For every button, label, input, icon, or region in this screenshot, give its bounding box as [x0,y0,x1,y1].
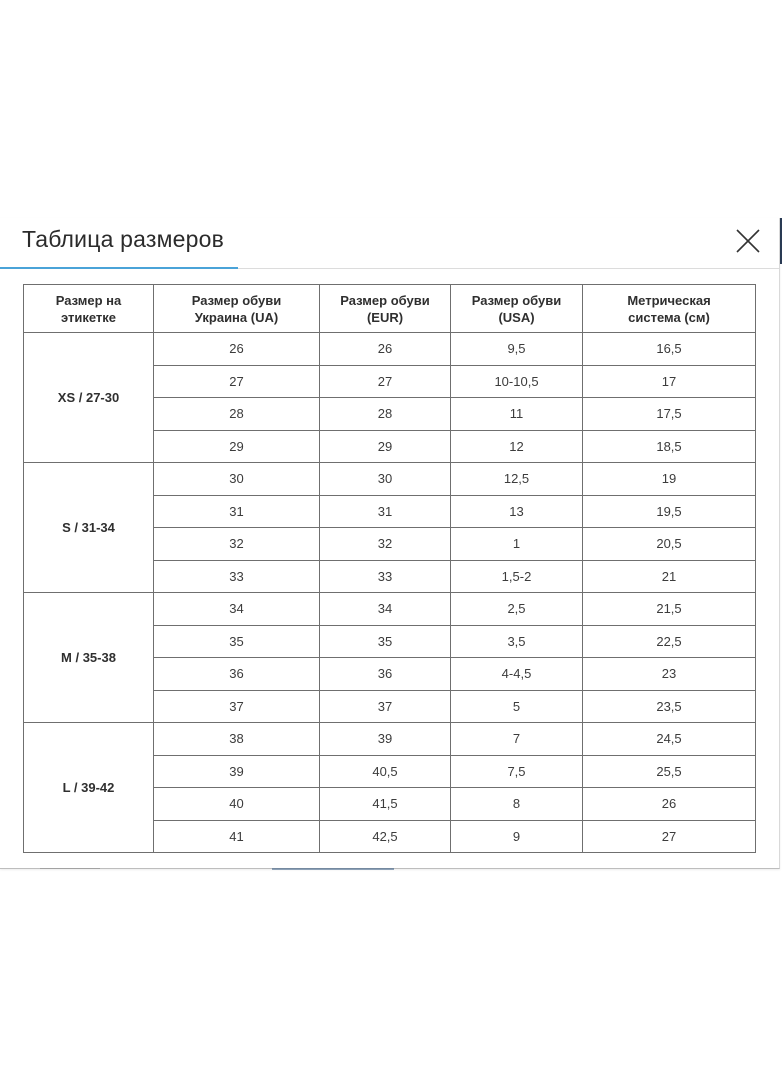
table-cell: 29 [320,430,451,463]
table-cell: 4-4,5 [451,658,583,691]
table-row [24,333,756,366]
table-cell: 26 [583,788,756,821]
table-cell: 32 [320,528,451,561]
table-cell: 12,5 [451,463,583,496]
column-header [583,285,756,333]
table-cell: 2,5 [451,593,583,626]
size-label-cell: XS / 27-30 [24,333,154,463]
table-cell: 13 [451,495,583,528]
table-cell: 37 [154,690,320,723]
header-row [24,285,756,333]
table-cell: 26 [320,333,451,366]
table-cell: 19 [583,463,756,496]
column-header [451,285,583,333]
table-cell: 29 [154,430,320,463]
table-cell: 33 [154,560,320,593]
table-cell: 40,5 [320,755,451,788]
table-cell: 7,5 [451,755,583,788]
column-header-line: этикетке [60,309,117,325]
size-table-body [24,333,756,853]
table-cell: 5 [451,690,583,723]
table-cell: 35 [320,625,451,658]
table-cell: 11 [451,398,583,431]
table-cell: 23 [583,658,756,691]
column-header-line: Размер обуви [340,292,430,308]
table-cell: 31 [320,495,451,528]
table-cell: 9 [451,820,583,853]
close-icon [734,227,762,255]
modal-title: Таблица размеров [22,226,225,252]
table-cell: 42,5 [320,820,451,853]
table-cell: 26 [154,333,320,366]
table-cell: 19,5 [583,495,756,528]
column-header-line: (USA) [498,309,535,325]
table-cell: 31 [154,495,320,528]
table-cell: 25,5 [583,755,756,788]
column-header-line: Украина (UA) [194,309,279,325]
table-cell: 21,5 [583,593,756,626]
table-cell: 28 [320,398,451,431]
table-cell: 30 [320,463,451,496]
table-cell: 41 [154,820,320,853]
table-cell: 28 [154,398,320,431]
table-cell: 36 [154,658,320,691]
table-cell: 17,5 [583,398,756,431]
size-label-cell: L / 39-42 [24,723,154,853]
active-tab-underline [0,267,238,269]
column-header [24,285,154,333]
table-cell: 35 [154,625,320,658]
table-cell: 3,5 [451,625,583,658]
modal-header [0,218,779,268]
close-button[interactable] [734,227,762,255]
table-cell: 41,5 [320,788,451,821]
table-cell: 17 [583,365,756,398]
table-row [24,593,756,626]
column-header-line: Размер обуви [471,292,562,308]
column-header-line: Метрическая [627,292,711,308]
size-label-cell: S / 31-34 [24,463,154,593]
size-table [23,284,756,853]
table-cell: 33 [320,560,451,593]
table-cell: 39 [320,723,451,756]
table-cell: 24,5 [583,723,756,756]
table-cell: 27 [154,365,320,398]
table-row [24,463,756,496]
table-row [24,723,756,756]
table-cell: 34 [320,593,451,626]
table-cell: 27 [583,820,756,853]
table-cell: 32 [154,528,320,561]
column-header-line: Размер обуви [191,292,282,308]
table-cell: 1,5-2 [451,560,583,593]
table-cell: 20,5 [583,528,756,561]
column-header-line: система (см) [628,309,710,325]
table-cell: 27 [320,365,451,398]
table-cell: 22,5 [583,625,756,658]
table-cell: 34 [154,593,320,626]
column-header-line: Размер на [55,292,122,308]
column-header [154,285,320,333]
table-cell: 38 [154,723,320,756]
background-line [40,868,100,869]
table-cell: 23,5 [583,690,756,723]
size-label-cell: M / 35-38 [24,593,154,723]
table-cell: 21 [583,560,756,593]
column-header-line: (EUR) [366,309,404,325]
table-cell: 36 [320,658,451,691]
table-cell: 18,5 [583,430,756,463]
table-cell: 8 [451,788,583,821]
table-cell: 40 [154,788,320,821]
table-cell: 10-10,5 [451,365,583,398]
table-cell: 9,5 [451,333,583,366]
table-cell: 37 [320,690,451,723]
background-bar [272,868,394,870]
table-cell: 12 [451,430,583,463]
table-cell: 1 [451,528,583,561]
column-header [320,285,451,333]
size-table-header [24,285,756,333]
table-cell: 30 [154,463,320,496]
table-cell: 16,5 [583,333,756,366]
table-cell: 7 [451,723,583,756]
table-cell: 39 [154,755,320,788]
size-chart-modal [0,218,780,869]
